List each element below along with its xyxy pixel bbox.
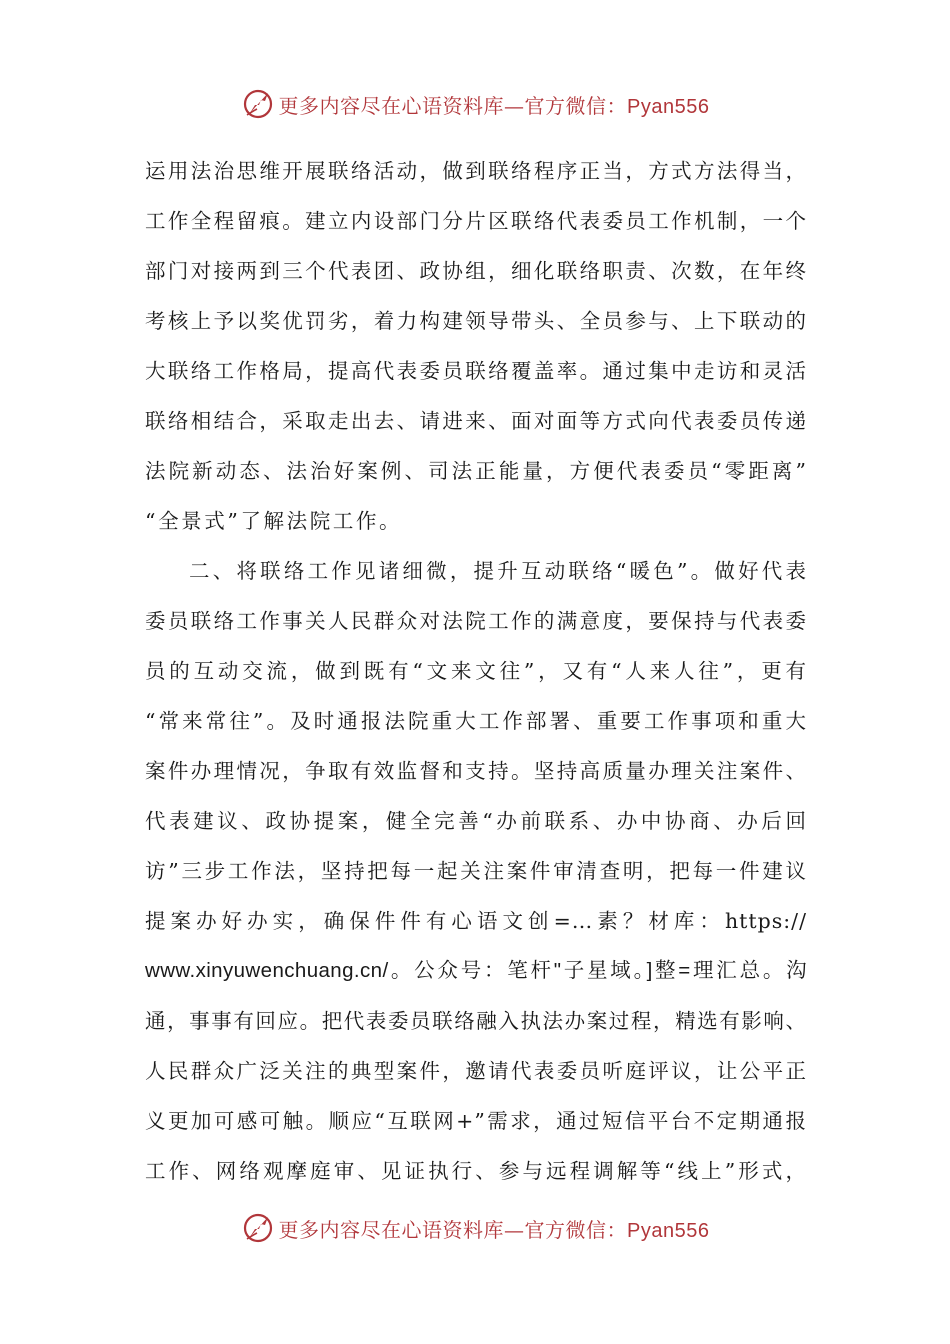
body-line: 代表建议、政协提案，健全完善“办前联系、办中协商、办后回 <box>145 809 807 833</box>
body-line: 部门对接两到三个代表团、政协组，细化联络职责、次数，在年终 <box>145 259 807 283</box>
footer-banner-text <box>279 1214 710 1243</box>
body-line: 工作全程留痕。建立内设部门分片区联络代表委员工作机制，一个 <box>145 209 807 233</box>
header-banner-text <box>279 90 710 119</box>
body-line: 员的互动交流，做到既有“文来文往”，又有“人来人往”，更有 <box>145 659 807 683</box>
body-line: 义更加可感可触。顺应“互联网+”需求，通过短信平台不定期通报 <box>145 1109 807 1133</box>
body-line: 工作、网络观摩庭审、见证执行、参与远程调解等“线上”形式， <box>145 1159 807 1183</box>
document-body <box>145 146 807 1196</box>
body-line: “常来常往”。及时通报法院重大工作部署、重要工作事项和重大 <box>145 709 807 733</box>
body-line: 访”三步工作法，坚持把每一起关注案件审清查明，把每一件建议 <box>145 859 807 883</box>
footer-banner-label: 更多内容尽在心语资料库—官方微信： <box>278 1217 628 1242</box>
body-line: 大联络工作格局，提高代表委员联络覆盖率。通过集中走访和灵活 <box>145 359 807 383</box>
footer-banner <box>0 1208 950 1248</box>
header-banner <box>0 84 950 124</box>
body-line: 人民群众广泛关注的典型案件，邀请代表委员听庭评议，让公平正 <box>145 1059 807 1083</box>
body-line: 联络相结合，采取走出去、请进来、面对面等方式向代表委员传递 <box>145 409 807 433</box>
body-line: 案件办理情况，争取有效监督和支持。坚持高质量办理关注案件、 <box>145 759 807 783</box>
body-line: 考核上予以奖优罚劣，着力构建领导带头、全员参与、上下联动的 <box>145 309 807 333</box>
body-line: 运用法治思维开展联络活动，做到联络程序正当，方式方法得当， <box>145 159 807 183</box>
quill-logo-icon <box>241 1211 275 1245</box>
quill-logo-icon <box>241 87 275 121</box>
body-line: 提案办好办实，确保件件有心语文创=…素？材库：https:// <box>145 909 807 933</box>
body-line-url: www.xinyuwenchuang.cn/。公众号：笔杆"子星域。]整=理汇总。沟 <box>145 959 807 982</box>
header-wechat-id: Pyan556 <box>627 95 710 118</box>
body-line: 委员联络工作事关人民群众对法院工作的满意度，要保持与代表委 <box>145 609 807 633</box>
body-line: “全景式”了解法院工作。 <box>145 509 403 533</box>
body-line: 法院新动态、法治好案例、司法正能量，方便代表委员“零距离” <box>145 459 807 483</box>
section-heading-line: 二、将联络工作见诸细微，提升互动联络“暖色”。做好代表 <box>189 559 807 583</box>
body-line: 通，事事有回应。把代表委员联络融入执法办案过程，精选有影响、 <box>145 1009 807 1033</box>
header-banner-label: 更多内容尽在心语资料库—官方微信： <box>278 93 628 118</box>
footer-wechat-id: Pyan556 <box>627 1219 710 1242</box>
